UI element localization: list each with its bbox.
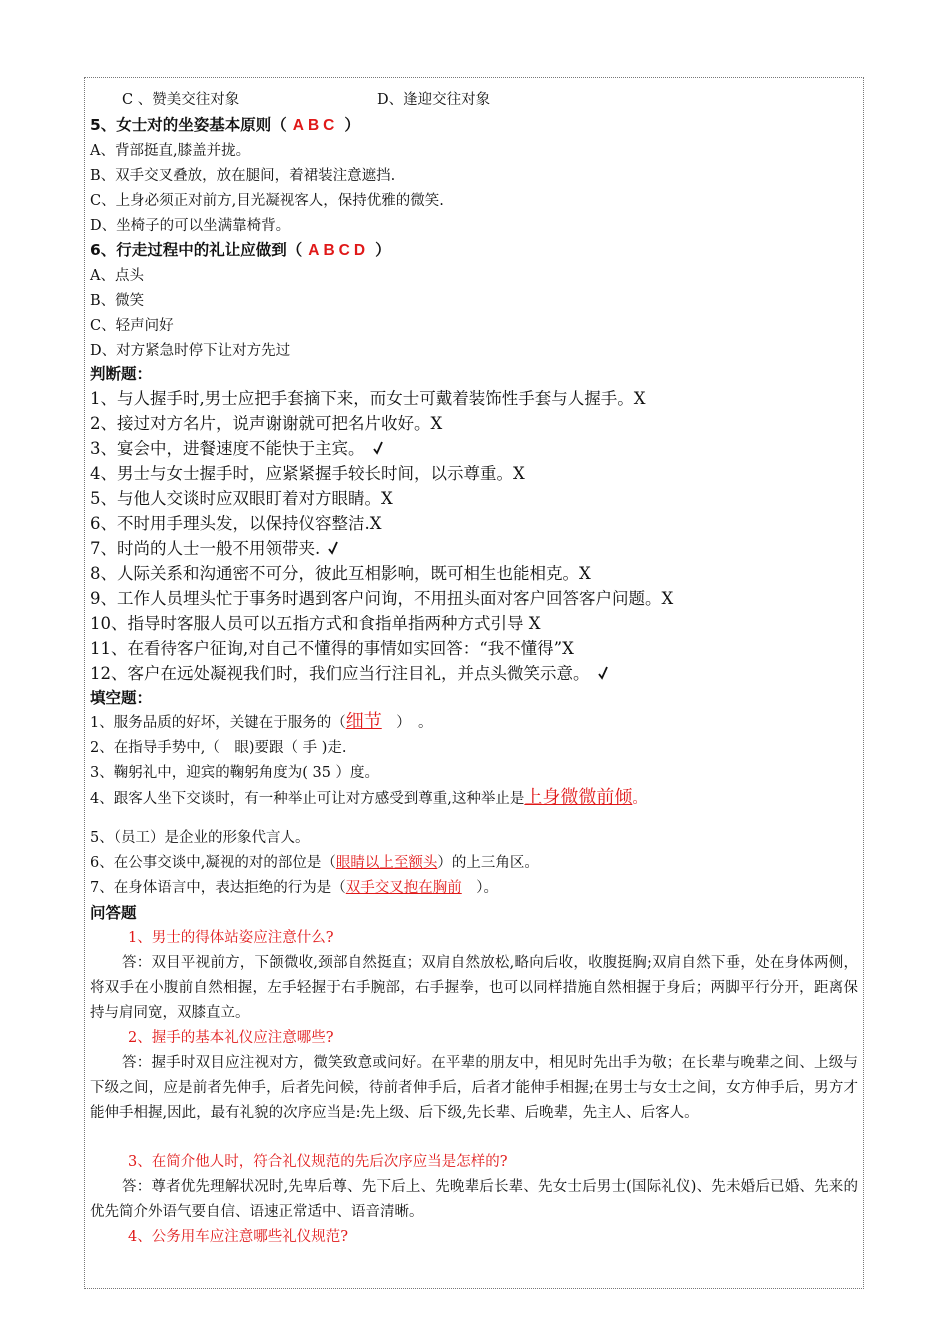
- fill-answer: 上身微微前倾: [524, 787, 633, 808]
- fill-text: 7、在身体语言中，表达拒绝的行为是（: [90, 880, 346, 896]
- fill-text: 1、服务品质的好坏，关键在于服务的（: [90, 715, 346, 731]
- fill-item-1: [90, 712, 432, 733]
- fill-text: 4、跟客人坐下交谈时，有一种举止可让对方感受到尊重,这种举止是: [90, 791, 525, 807]
- check-mark-icon: [328, 541, 338, 555]
- judge-item-2: 2、接过对方名片，说声谢谢就可把名片收好。X: [90, 414, 443, 433]
- question-stem: 6、行走过程中的礼让应做到（: [90, 241, 303, 259]
- fill-text-end: ）。: [461, 880, 498, 896]
- judge-item-10: 10、指导时客服人员可以五指方式和食指单指两种方式引导 X: [90, 614, 541, 633]
- fill-item-7: [90, 878, 498, 898]
- fill-item-4: [90, 788, 647, 809]
- option-d: D、对方紧急时停下让对方先过: [90, 343, 291, 359]
- judge-item-9: 9、工作人员埋头忙于事务时遇到客户问询，不用扭头面对客户回答客户问题。X: [90, 589, 674, 608]
- qa-question-2: 2、握手的基本礼仪应注意哪些?: [128, 1030, 334, 1046]
- judge-item-5: 5、与他人交谈时应双眼盯着对方眼睛。X: [90, 489, 393, 508]
- question-answer: ABCD: [308, 242, 370, 259]
- option-a: A、背部挺直,膝盖并拢。: [90, 143, 251, 159]
- judge-item-7: [90, 539, 338, 559]
- fill-item-5: 5、（员工）是企业的形象代言人。: [90, 830, 310, 846]
- fill-answer: 眼睛以上至额头: [335, 855, 438, 871]
- option-a: A、点头: [90, 268, 144, 284]
- fill-text: 6、在公事交谈中,凝视的对的部位是（: [90, 855, 336, 871]
- fill-item-6: [90, 853, 539, 873]
- fill-heading: 填空题：: [90, 689, 153, 707]
- check-mark-icon: [598, 666, 608, 680]
- judge-text: 12、客户在远处凝视我们时，我们应当行注目礼，并点头微笑示意。: [90, 664, 590, 683]
- qa-question-4: 4、公务用车应注意哪些礼仪规范?: [128, 1229, 348, 1245]
- fill-answer: 双手交叉抱在胸前: [345, 880, 462, 896]
- qa-answer-1: 答：双目平视前方，下颌微收,颈部自然挺直；双肩自然放松,略向后收，收腹挺胸;双肩自然下垂，处在身体两侧，将双手在小腹前自然相握，左手轻握于右手腕部，右手握拳，也可以同样措施自然相握于身后；两脚平行分开，距离保持与肩同宽，双膝直立。: [90, 955, 858, 1021]
- option-d: D、逢迎交往对象: [377, 92, 491, 108]
- question-stem-end: ）: [375, 241, 391, 259]
- fill-item-2: 2、在指导手势中,（ 眼)要跟（ 手 )走.: [90, 740, 347, 756]
- question-5: [90, 115, 360, 136]
- judge-item-3: [90, 439, 383, 459]
- check-mark-icon: [373, 441, 383, 455]
- option-d: D、坐椅子的可以坐满靠椅背。: [90, 218, 291, 234]
- qa-answer-3: 答：尊者优先理解状况时,先卑后尊、先下后上、先晚辈后长辈、先女士后男士(国际礼仪)、先未婚后已婚、先来的优先简介外语气要自信、语速正常适中、语音清晰。: [90, 1179, 858, 1220]
- option-b: B、微笑: [90, 293, 145, 309]
- qa-question-3: 3、在简介他人时，符合礼仪规范的先后次序应当是怎样的?: [128, 1154, 508, 1170]
- judge-item-4: 4、男士与女士握手时，应紧紧握手较长时间，以示尊重。X: [90, 464, 525, 483]
- judge-heading: 判断题：: [90, 365, 153, 383]
- judge-item-1: 1、与人握手时,男士应把手套摘下来，而女士可戴着装饰性手套与人握手。X: [90, 389, 646, 408]
- judge-item-11: 11、在看待客户征询,对自己不懂得的事情如实回答：“我不懂得”X: [90, 639, 574, 658]
- option-c: C 、赞美交往对象: [122, 92, 240, 108]
- judge-item-12: [90, 664, 608, 684]
- fill-item-3: 3、鞠躬礼中，迎宾的鞠躬角度为( 35 ）度。: [90, 765, 380, 781]
- qa-question-1: 1、男士的得体站姿应注意什么?: [128, 930, 334, 946]
- option-c: C、轻声问好: [90, 318, 174, 334]
- fill-text-end: 。: [632, 791, 647, 807]
- question-answer: ABC: [292, 117, 339, 134]
- qa-answer-2: 答：握手时双目应注视对方，微笑致意或问好。在平辈的朋友中，相见时先出手为敬；在长辈与晚辈之间、上级与下级之间，应是前者先伸手，后者先问候，待前者伸手后，后者才能伸手相握;在男士与女士之间，女方伸手后，男方才能伸手相握,因此，最有礼貌的次序应当是:先上级、后下级,先长辈、后晚辈，先主人、后客人。: [90, 1055, 858, 1121]
- judge-item-6: 6、不时用手理头发，以保持仪容整洁.X: [90, 514, 382, 533]
- option-b: B、双手交叉叠放，放在腿间，着裙装注意遮挡.: [90, 168, 396, 184]
- fill-text-end: ） 。: [381, 715, 433, 731]
- question-stem-end: ）: [344, 116, 360, 134]
- qa-heading: 问答题: [90, 904, 137, 922]
- judge-text: 7、时尚的人士一般不用领带夹.: [90, 539, 321, 558]
- question-6: [90, 240, 391, 261]
- judge-item-8: 8、人际关系和沟通密不可分，彼此互相影响，既可相生也能相克。X: [90, 564, 591, 583]
- question-stem: 5、女士对的坐姿基本原则（: [90, 116, 287, 134]
- fill-answer: 细节: [345, 711, 382, 732]
- option-c: C、上身必须正对前方,目光凝视客人，保持优雅的微笑.: [90, 193, 444, 209]
- judge-text: 3、宴会中，进餐速度不能快于主宾。: [90, 439, 365, 458]
- fill-text-end: ）的上三角区。: [437, 855, 539, 871]
